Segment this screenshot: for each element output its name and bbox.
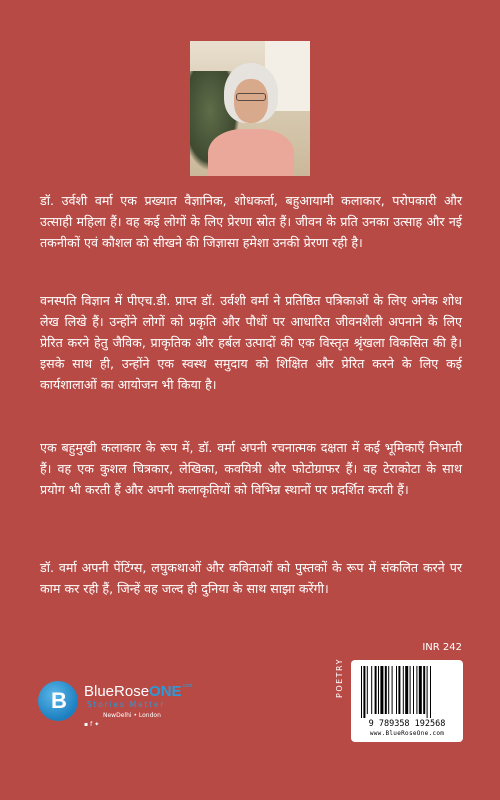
publisher-name-suffix: .com	[181, 683, 193, 689]
bluerose-logo-icon: B	[38, 681, 78, 721]
social-icon-1: ▪	[84, 721, 89, 728]
price-label: INR 242	[422, 642, 462, 653]
author-photo	[190, 41, 310, 176]
category-label: POETRY	[335, 658, 344, 698]
bio-paragraph-4: डॉ. वर्मा अपनी पेंटिंग्स, लघुकथाओं और कविताओं को पुस्तकों के रूप में संकलित करने पर काम कर रही हैं, जिन्हें वह जल्द ही दुनिया के साथ साझा करेंगी।	[40, 560, 462, 596]
barcode-icon	[351, 660, 463, 742]
publisher-name-part1: BlueRose	[84, 683, 150, 700]
bio-paragraph-3: एक बहुमुखी कलाकार के रूप में, डॉ. वर्मा अपनी रचनात्मक दक्षता में कई भूमिकाएँ निभाती हैं। वह एक कुशल चित्रकार, लेखिका, कवयित्री और फोटोग्राफर हैं। वह टेराकोटा के साथ प्रयोग भी करती हैं और अपनी कलाकृतियों को विभिन्न स्थानों पर प्रदर्शित करती हैं।	[40, 440, 462, 497]
barcode-bars	[359, 666, 455, 718]
isbn-number: 9 789358 192568	[368, 719, 446, 729]
social-icons	[84, 721, 101, 728]
publisher-tagline: Stories Matter	[87, 700, 166, 709]
publisher-url: www.BlueRoseOne.com	[369, 730, 445, 737]
publisher-name	[84, 683, 192, 700]
bio-paragraph-1: डॉ. उर्वशी वर्मा एक प्रख्यात वैज्ञानिक, शोधकर्ता, बहुआयामी कलाकार, परोपकारी और उत्साही महिला हैं। वह कई लोगों के लिए प्रेरणा स्रोत हैं। जीवन के प्रति उनका उत्साह और नई तकनीकों एवं कौशल को सीखने की जिज्ञासा हमेशा उनकी प्रेरणा रही है।	[40, 193, 462, 250]
social-icon-2: f	[90, 721, 93, 728]
social-icon-3: ✦	[94, 721, 100, 728]
publisher-name-part2: ONE	[149, 683, 182, 700]
bio-paragraph-2: वनस्पति विज्ञान में पीएच.डी. प्राप्त डॉ. उर्वशी वर्मा ने प्रतिष्ठित पत्रिकाओं के लिए अनेक शोध लेख लिखे हैं। उन्होंने लोगों को प्रकृति और पौधों पर आधारित जीवनशैली अपनाने के लिए प्रेरित करने हेतु जैविक, प्राकृतिक और हर्बल उत्पादों की एक विस्तृत श्रृंखला विकसित की है। इसके साथ ही, उन्होंने एक स्वस्थ समुदाय को शिक्षित और प्रेरित करने के लिए कई कार्यशालाओं का आयोजन भी किया है।	[40, 293, 462, 392]
publisher-cities: NewDelhi • London	[103, 712, 161, 719]
